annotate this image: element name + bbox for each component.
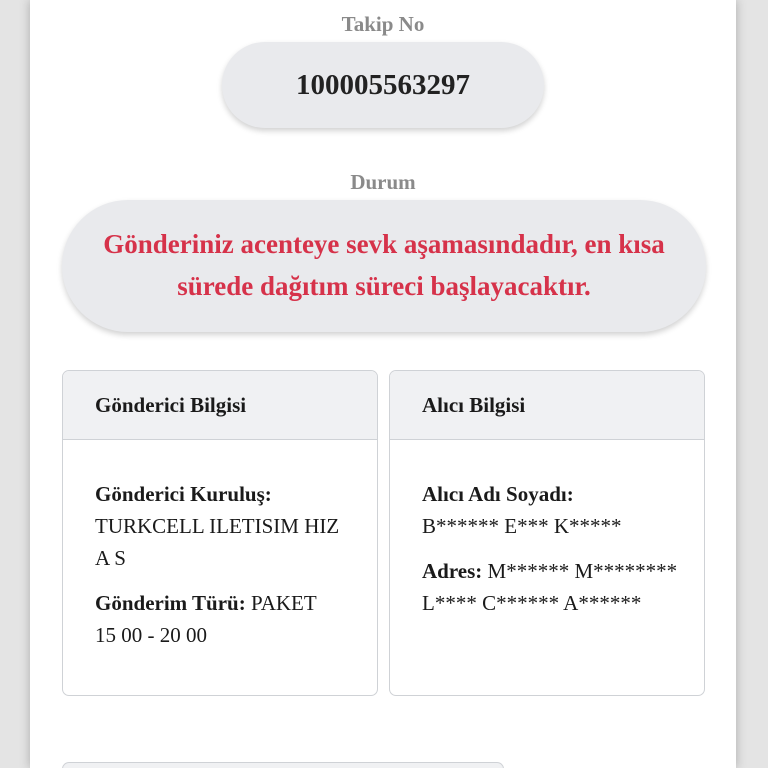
tracking-number-label: Takip No (341, 12, 425, 36)
sender-org-value: TURKCELL ILETISIM HIZ A S (95, 514, 340, 570)
sender-org-row (95, 478, 357, 574)
receiver-address-row (422, 555, 684, 619)
shipment-type-label: Gönderim Türü: (95, 591, 246, 615)
shipment-type-row (95, 587, 357, 651)
receiver-info-body (390, 440, 704, 619)
delivery-time-window: 15 00 - 20 00 (95, 623, 207, 647)
receiver-info-card (389, 370, 705, 696)
receiver-address-label: Adres: (422, 559, 483, 583)
sender-info-card (62, 370, 378, 696)
sender-org-label: Gönderici Kuruluş: (95, 482, 272, 506)
sender-info-body (63, 440, 377, 651)
receiver-name-label: Alıcı Adı Soyadı: (422, 482, 574, 506)
tracking-number-pill: 100005563297 (222, 42, 544, 128)
receiver-info-title: Alıcı Bilgisi (390, 371, 704, 440)
shipment-type-value: PAKET (250, 591, 317, 615)
next-section-card (62, 762, 504, 768)
tracking-detail-page (30, 0, 736, 768)
receiver-name-row (422, 478, 684, 542)
status-label: Durum (350, 170, 416, 194)
receiver-name-value: B****** E*** K***** (422, 514, 622, 538)
receiver-address-value: M****** M******** L**** C****** A****** (422, 559, 678, 615)
sender-info-title: Gönderici Bilgisi (63, 371, 377, 440)
status-message-pill: Gönderiniz acenteye sevk aşamasındadır, en kısa sürede dağıtım süreci başlayacaktır. (62, 200, 706, 332)
